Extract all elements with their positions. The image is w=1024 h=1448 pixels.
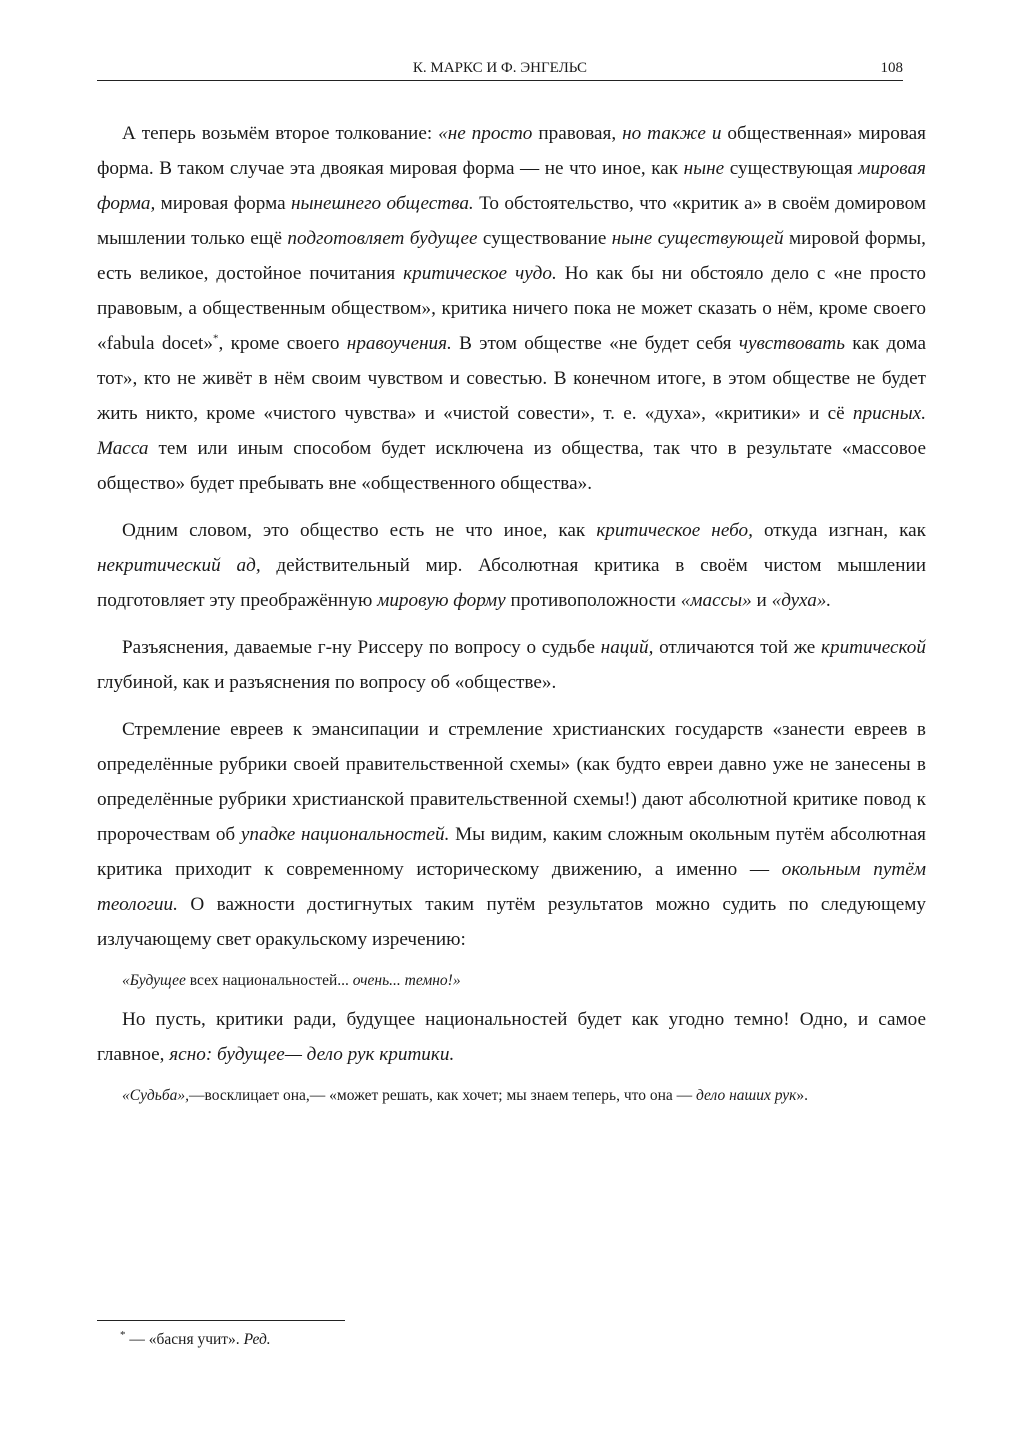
italic-text: «не просто — [438, 123, 533, 144]
text-segment: Разъяснения, даваемые г-ну Риссеру по вопросу о судьбе — [122, 637, 601, 658]
page-number: 108 — [880, 60, 903, 76]
running-title: К. МАРКС И Ф. ЭНГЕЛЬС — [412, 60, 588, 76]
italic-text: мировую форму — [377, 590, 506, 611]
text-segment: Стремление евреев к эмансипации и стремление христианских государств «занести евреев в определённые рубрики своей правительственной схемы» (как будто евреи давно уже не занесены в определённые рубрики христианской правительственной схемы!) дают абсолютной критике повод к пророчествам об — [97, 719, 926, 845]
text-segment: О важности достигнутых таким путём результатов можно судить по следующему излучающему свет оракульскому изречению: — [97, 894, 926, 950]
italic-text: «массы» — [680, 590, 752, 611]
text-segment: как дома тот», кто не живёт в нём своим чувством и совестью. В конечном итоге, в этом обществе не будет жить никто, кроме «чистого чувства» и «чистой совести», т. е. «духа», «критики» и сё — [97, 333, 927, 424]
italic-text: ныне существующей — [611, 228, 784, 249]
quote-line — [97, 1084, 926, 1108]
text-segment: Но как бы ни обстояло дело с «не просто правовым, а общественным обществом», критика ничего пока не может сказать о нём, кроме своего «fabula docet» — [97, 263, 926, 354]
footnote-rule — [97, 1320, 345, 1321]
italic-text: но также и — [622, 123, 722, 144]
italic-text: окольным путём теологии. — [97, 859, 927, 915]
paragraph — [97, 513, 926, 618]
italic-text: присных. — [852, 403, 926, 424]
text-segment: и — [751, 590, 772, 611]
italic-text: Масса — [97, 438, 149, 459]
italic-text: наций, — [600, 637, 654, 658]
paragraph — [97, 1002, 926, 1072]
italic-text: некритический ад, — [97, 555, 261, 576]
footnote-ref: * — [213, 332, 219, 345]
running-header — [97, 60, 903, 81]
text-segment: правовая, — [532, 123, 623, 144]
italic-text: очень... темно!» — [352, 972, 461, 989]
italic-text: «Будущее — [122, 972, 186, 989]
quote-line — [97, 969, 926, 993]
text-segment: тем или иным способом будет исключена из общества, так что в результате «массовое общество» будет пребывать вне «общественного общества». — [97, 438, 926, 494]
text-segment: мировая форма — [155, 193, 291, 214]
italic-text: дело наших рук — [696, 1087, 797, 1104]
text-segment: всех национальностей... — [185, 972, 353, 989]
italic-text: мировая форма, — [97, 158, 926, 214]
italic-text: нравоучения. — [346, 333, 452, 354]
italic-text: нынешнего общества. — [291, 193, 474, 214]
text-segment: ». — [796, 1087, 809, 1104]
footnote-editor: Ред. — [243, 1331, 271, 1348]
italic-text: «духа». — [771, 590, 832, 611]
footnote-text: — «басня учит». — [125, 1331, 244, 1348]
text-segment: существующая — [724, 158, 859, 179]
text-segment: А теперь возьмём второе толкование: — [122, 123, 439, 144]
italic-text: ясно: будущее— дело рук критики. — [169, 1044, 455, 1065]
paragraph — [97, 630, 926, 700]
italic-text: критическое небо, — [596, 520, 753, 541]
italic-text: упадке национальностей. — [240, 824, 450, 845]
text-segment: действительный мир. Абсолютная критика в своём чистом мышлении подготовляет эту преображённую — [97, 555, 927, 611]
text-segment: мировой формы, есть великое, достойное почитания — [97, 228, 926, 284]
paragraph — [97, 116, 926, 501]
italic-text: критическое чудо. — [403, 263, 557, 284]
text-segment: То обстоятельство, что «критик а» в своём домировом мышлении только ещё — [97, 193, 927, 249]
text-segment: —восклицает она,— «может решать, как хочет; мы знаем теперь, что она — — [189, 1087, 696, 1104]
footnote-mark: * — [120, 1328, 126, 1341]
text-segment: В этом обществе «не будет себя — [451, 333, 739, 354]
text-segment: отличаются той же — [653, 637, 821, 658]
italic-text: чувствовать — [738, 333, 845, 354]
text-segment: откуда изгнан, как — [752, 520, 926, 541]
text-segment: Но пусть, критики ради, будущее национальностей будет как угодно темно! Одно, и самое главное, — [97, 1009, 926, 1065]
main-text — [97, 116, 926, 1120]
text-segment: общественная» мировая форма. В таком случае эта двоякая мировая форма — не что иное, как — [97, 123, 926, 179]
text-segment: Одним словом, это общество есть не что иное, как — [122, 520, 597, 541]
text-segment: существование — [477, 228, 612, 249]
text-segment: глубиной, как и разъяснения по вопросу об «обществе». — [97, 672, 557, 693]
footnote — [120, 1329, 271, 1351]
italic-text: «Судьба», — [122, 1087, 189, 1104]
text-segment: противоположности — [505, 590, 681, 611]
italic-text: ныне — [683, 158, 725, 179]
italic-text: подготовляет будущее — [287, 228, 478, 249]
text-segment: Мы видим, каким сложным окольным путём абсолютная критика приходит к современному историческому движению, а именно — — [97, 824, 927, 880]
italic-text: критической — [821, 637, 926, 658]
text-segment: , кроме своего — [218, 333, 347, 354]
paragraph — [97, 712, 926, 957]
